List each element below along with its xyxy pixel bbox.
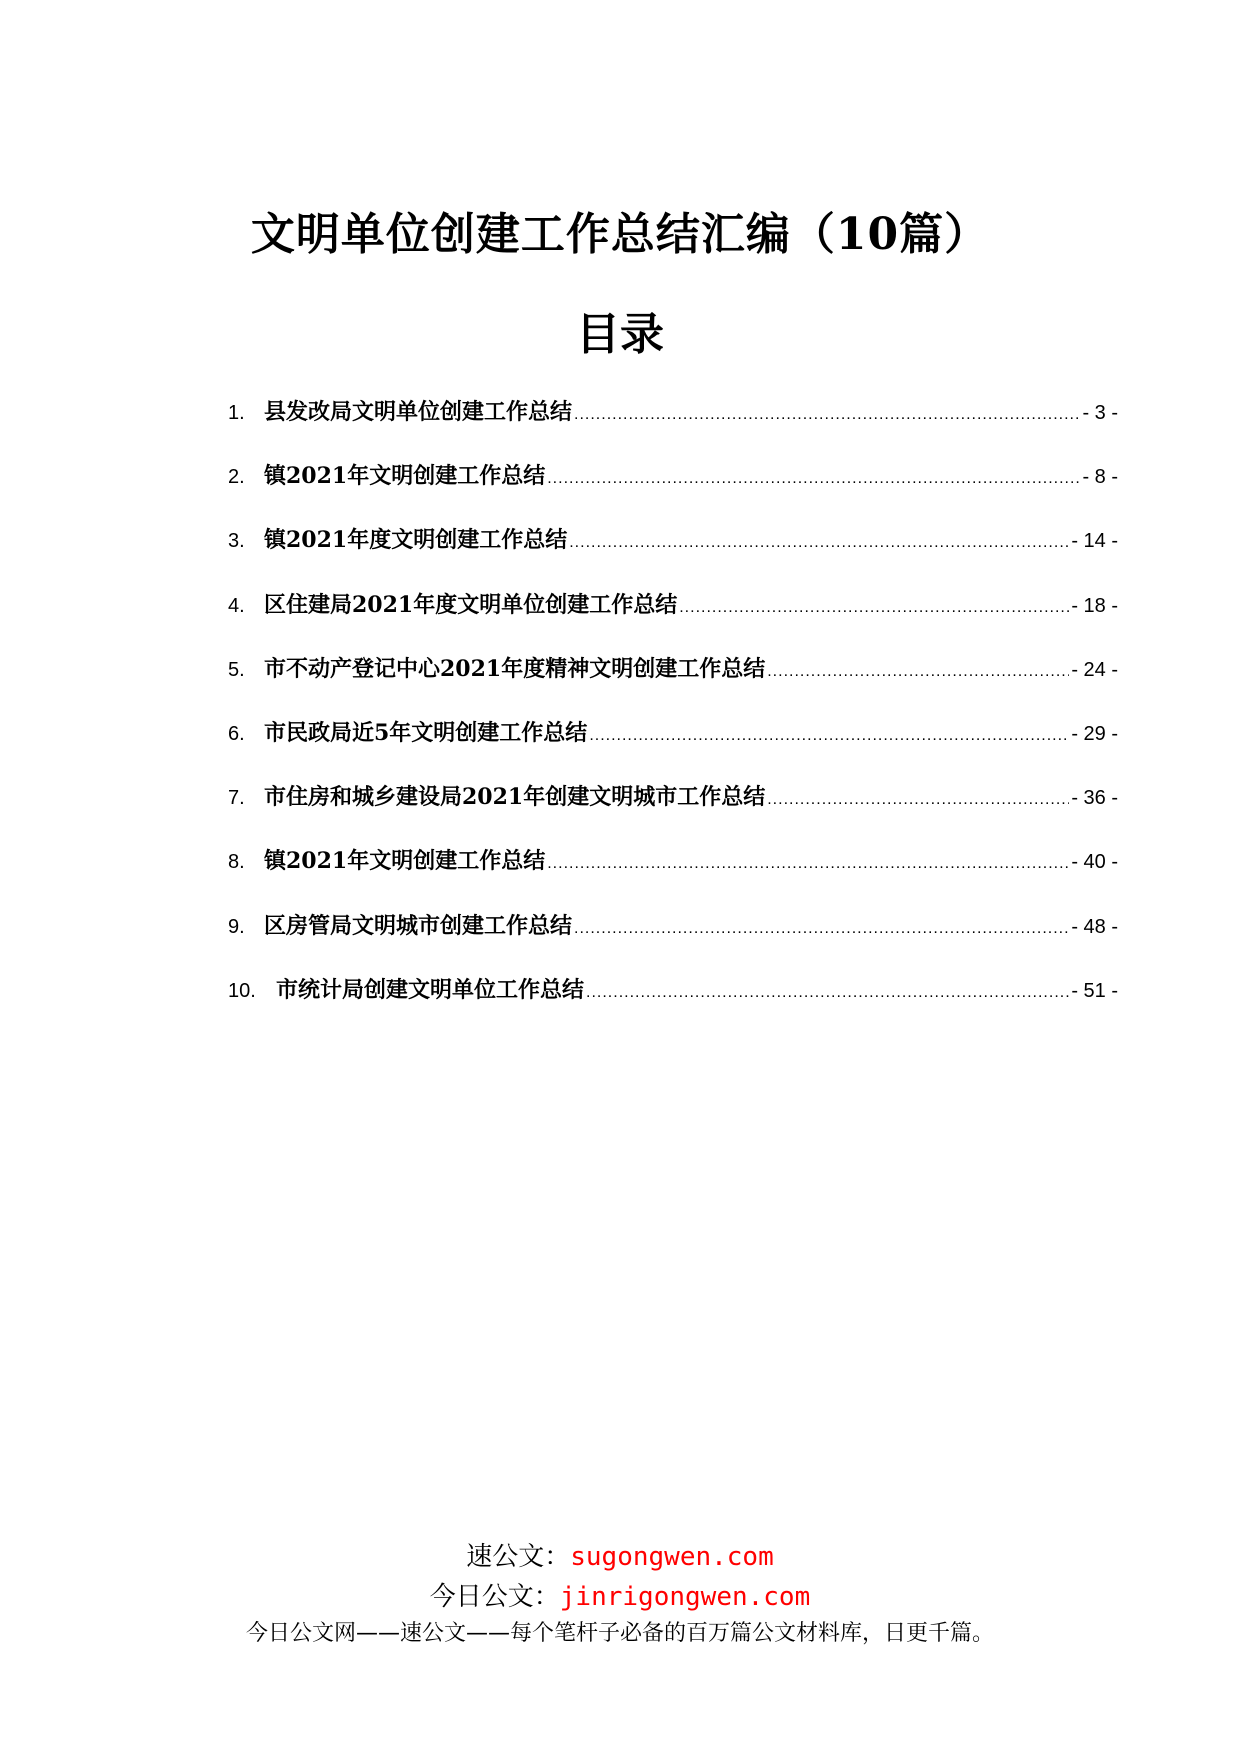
toc-entry-title[interactable]: 市不动产登记中心2021年度精神文明创建工作总结 <box>264 655 766 682</box>
toc-entry[interactable] <box>228 395 1118 459</box>
toc-leader-dots <box>679 599 1069 617</box>
toc-entry-number: 3. <box>228 530 245 553</box>
toc-entry-title[interactable]: 区住建局2021年度文明单位创建工作总结 <box>264 591 678 618</box>
toc-entry-number: 9. <box>228 915 245 938</box>
toc-entry[interactable] <box>228 652 1118 716</box>
toc-entry-title[interactable]: 镇2021年文明创建工作总结 <box>264 463 546 490</box>
toc-leader-dots <box>547 855 1069 873</box>
footer-jinrigongwen <box>0 1576 1240 1613</box>
toc-entry-page: - 14 - <box>1071 530 1118 553</box>
toc-entry-page: - 8 - <box>1082 466 1118 489</box>
toc-entry-page: - 18 - <box>1071 594 1118 617</box>
toc-entry-title[interactable]: 区房管局文明城市创建工作总结 <box>264 912 573 939</box>
toc-entry-page: - 40 - <box>1071 851 1118 874</box>
toc-entry-title[interactable]: 市统计局创建文明单位工作总结 <box>276 976 585 1003</box>
footer-link-jinrigongwen[interactable]: jinrigongwen.com <box>559 1582 811 1612</box>
toc-entry[interactable] <box>228 523 1118 587</box>
footer-link-sugongwen[interactable]: sugongwen.com <box>570 1542 774 1572</box>
footer-label: 速公文： <box>466 1542 571 1572</box>
toc-entry-page: - 24 - <box>1071 658 1118 681</box>
footer-label: 今日公文： <box>429 1582 560 1612</box>
toc-entry-title[interactable]: 市住房和城乡建设局2021年创建文明城市工作总结 <box>264 784 766 811</box>
toc-heading: 目录 <box>576 309 664 360</box>
toc-entry-number: 4. <box>228 594 245 617</box>
toc-entry-page: - 51 - <box>1071 979 1118 1002</box>
document-title: 文明单位创建工作总结汇编（10篇） <box>250 209 990 260</box>
toc-leader-dots <box>589 727 1069 745</box>
toc-leader-dots <box>586 984 1069 1002</box>
toc-entry[interactable] <box>228 716 1118 780</box>
toc-entry-number: 8. <box>228 851 245 874</box>
toc-leader-dots <box>767 663 1069 681</box>
toc-entry-page: - 29 - <box>1071 722 1118 745</box>
toc-entry-title[interactable]: 市民政局近5年文明创建工作总结 <box>264 719 588 746</box>
toc-entry-title[interactable]: 县发改局文明单位创建工作总结 <box>264 399 573 425</box>
toc-entry[interactable] <box>228 780 1118 844</box>
toc-leader-dots <box>569 534 1069 552</box>
toc-entry[interactable] <box>228 909 1118 973</box>
toc-entry-number: 6. <box>228 722 245 745</box>
toc-leader-dots <box>767 791 1069 809</box>
table-of-contents <box>228 395 1118 1037</box>
toc-leader-dots <box>574 920 1069 938</box>
toc-entry-page: - 3 - <box>1082 402 1118 424</box>
toc-leader-dots <box>574 406 1080 424</box>
footer-sugongwen <box>0 1536 1240 1573</box>
toc-entry-title[interactable]: 镇2021年度文明创建工作总结 <box>264 527 568 554</box>
toc-entry-title[interactable]: 镇2021年文明创建工作总结 <box>264 848 546 875</box>
toc-entry-number: 7. <box>228 787 245 810</box>
toc-entry[interactable] <box>228 459 1118 523</box>
toc-entry-number: 5. <box>228 658 245 681</box>
toc-entry[interactable] <box>228 973 1118 1037</box>
toc-entry[interactable] <box>228 844 1118 908</box>
toc-entry-number: 2. <box>228 466 245 489</box>
toc-entry-number: 1. <box>228 402 245 424</box>
toc-entry-number: 10. <box>228 979 256 1002</box>
footer-slogan: 今日公文网——速公文——每个笔杆子必备的百万篇公文材料库，日更千篇。 <box>245 1621 994 1646</box>
toc-leader-dots <box>547 470 1080 488</box>
toc-entry-page: - 48 - <box>1071 915 1118 938</box>
toc-entry-page: - 36 - <box>1071 787 1118 810</box>
toc-entry[interactable] <box>228 588 1118 652</box>
